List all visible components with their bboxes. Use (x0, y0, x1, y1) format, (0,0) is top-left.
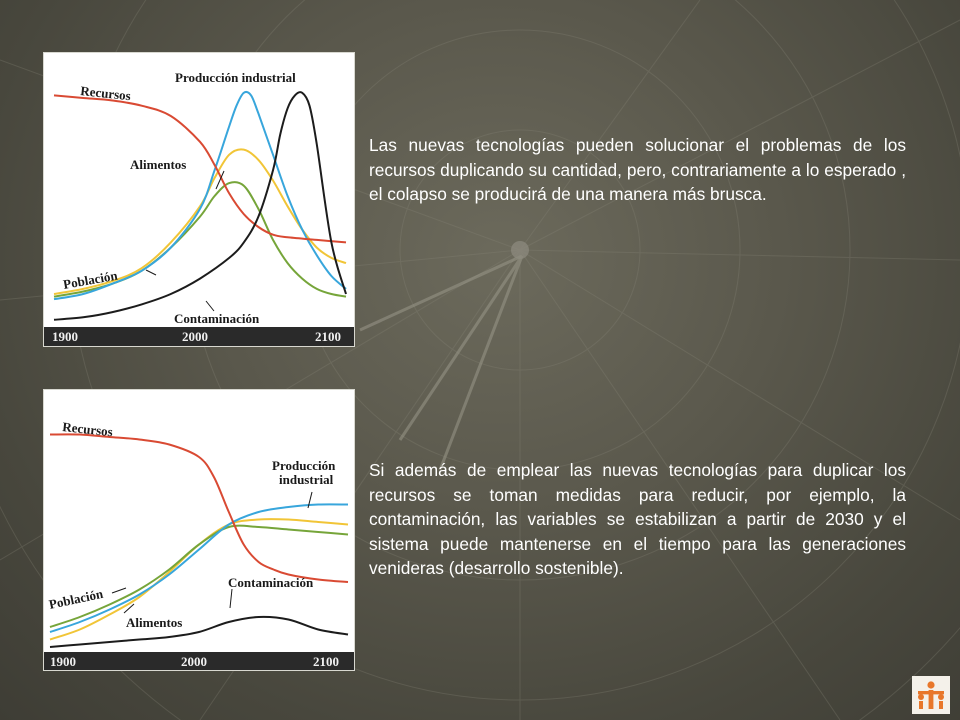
series-line-recursos (50, 434, 348, 582)
paragraph-nuevas-tecnologias: Las nuevas tecnologías pueden solucionar el problemas de los recursos duplicando su cantidad, pero, contrariamente a lo esperado , el colapso se producirá de una manera más brusca. (369, 135, 906, 204)
label-contaminacion: Contaminación (174, 311, 260, 326)
label-alimentos: Alimentos (130, 157, 187, 172)
leaders-group (146, 171, 224, 311)
tick-label: 1900 (50, 654, 76, 669)
tick-label: 1900 (52, 329, 78, 344)
label-produccion-industrial: Producción (272, 458, 336, 473)
tick-label: 2000 (182, 329, 208, 344)
tick-label: 2100 (315, 329, 341, 344)
chart-panel-2 (44, 390, 354, 670)
paragraph-desarrollo-sostenible: Si además de emplear las nuevas tecnologías para duplicar los recursos se toman medidas para reducir, por ejemplo, la contaminación, las variables se estabilizan a partir de 2030 y el sistema puede mantenerse en el tiempo para las generaciones venideras (desarrollo sostenible). (369, 460, 906, 578)
series-line-produccion-industrial (47, 504, 348, 632)
label-produccion-industrial: industrial (279, 472, 334, 487)
chart-2 (44, 390, 354, 670)
label-poblacion: Población (47, 585, 105, 612)
tick-label: 2000 (181, 654, 207, 669)
label-contaminacion: Contaminación (228, 575, 314, 590)
people-logo-icon[interactable] (912, 676, 950, 714)
label-alimentos: Alimentos (126, 615, 183, 630)
label-recursos: Recursos (79, 83, 132, 104)
chart-1 (44, 53, 354, 346)
series-line-produccion-industrial (54, 92, 346, 299)
tick-label: 2100 (313, 654, 339, 669)
label-poblacion: Población (61, 267, 119, 292)
chart-panel-1 (44, 53, 354, 346)
label-produccion-industrial: Producción industrial (175, 70, 296, 85)
series-line-recursos (54, 95, 346, 242)
label-recursos: Recursos (61, 419, 114, 440)
